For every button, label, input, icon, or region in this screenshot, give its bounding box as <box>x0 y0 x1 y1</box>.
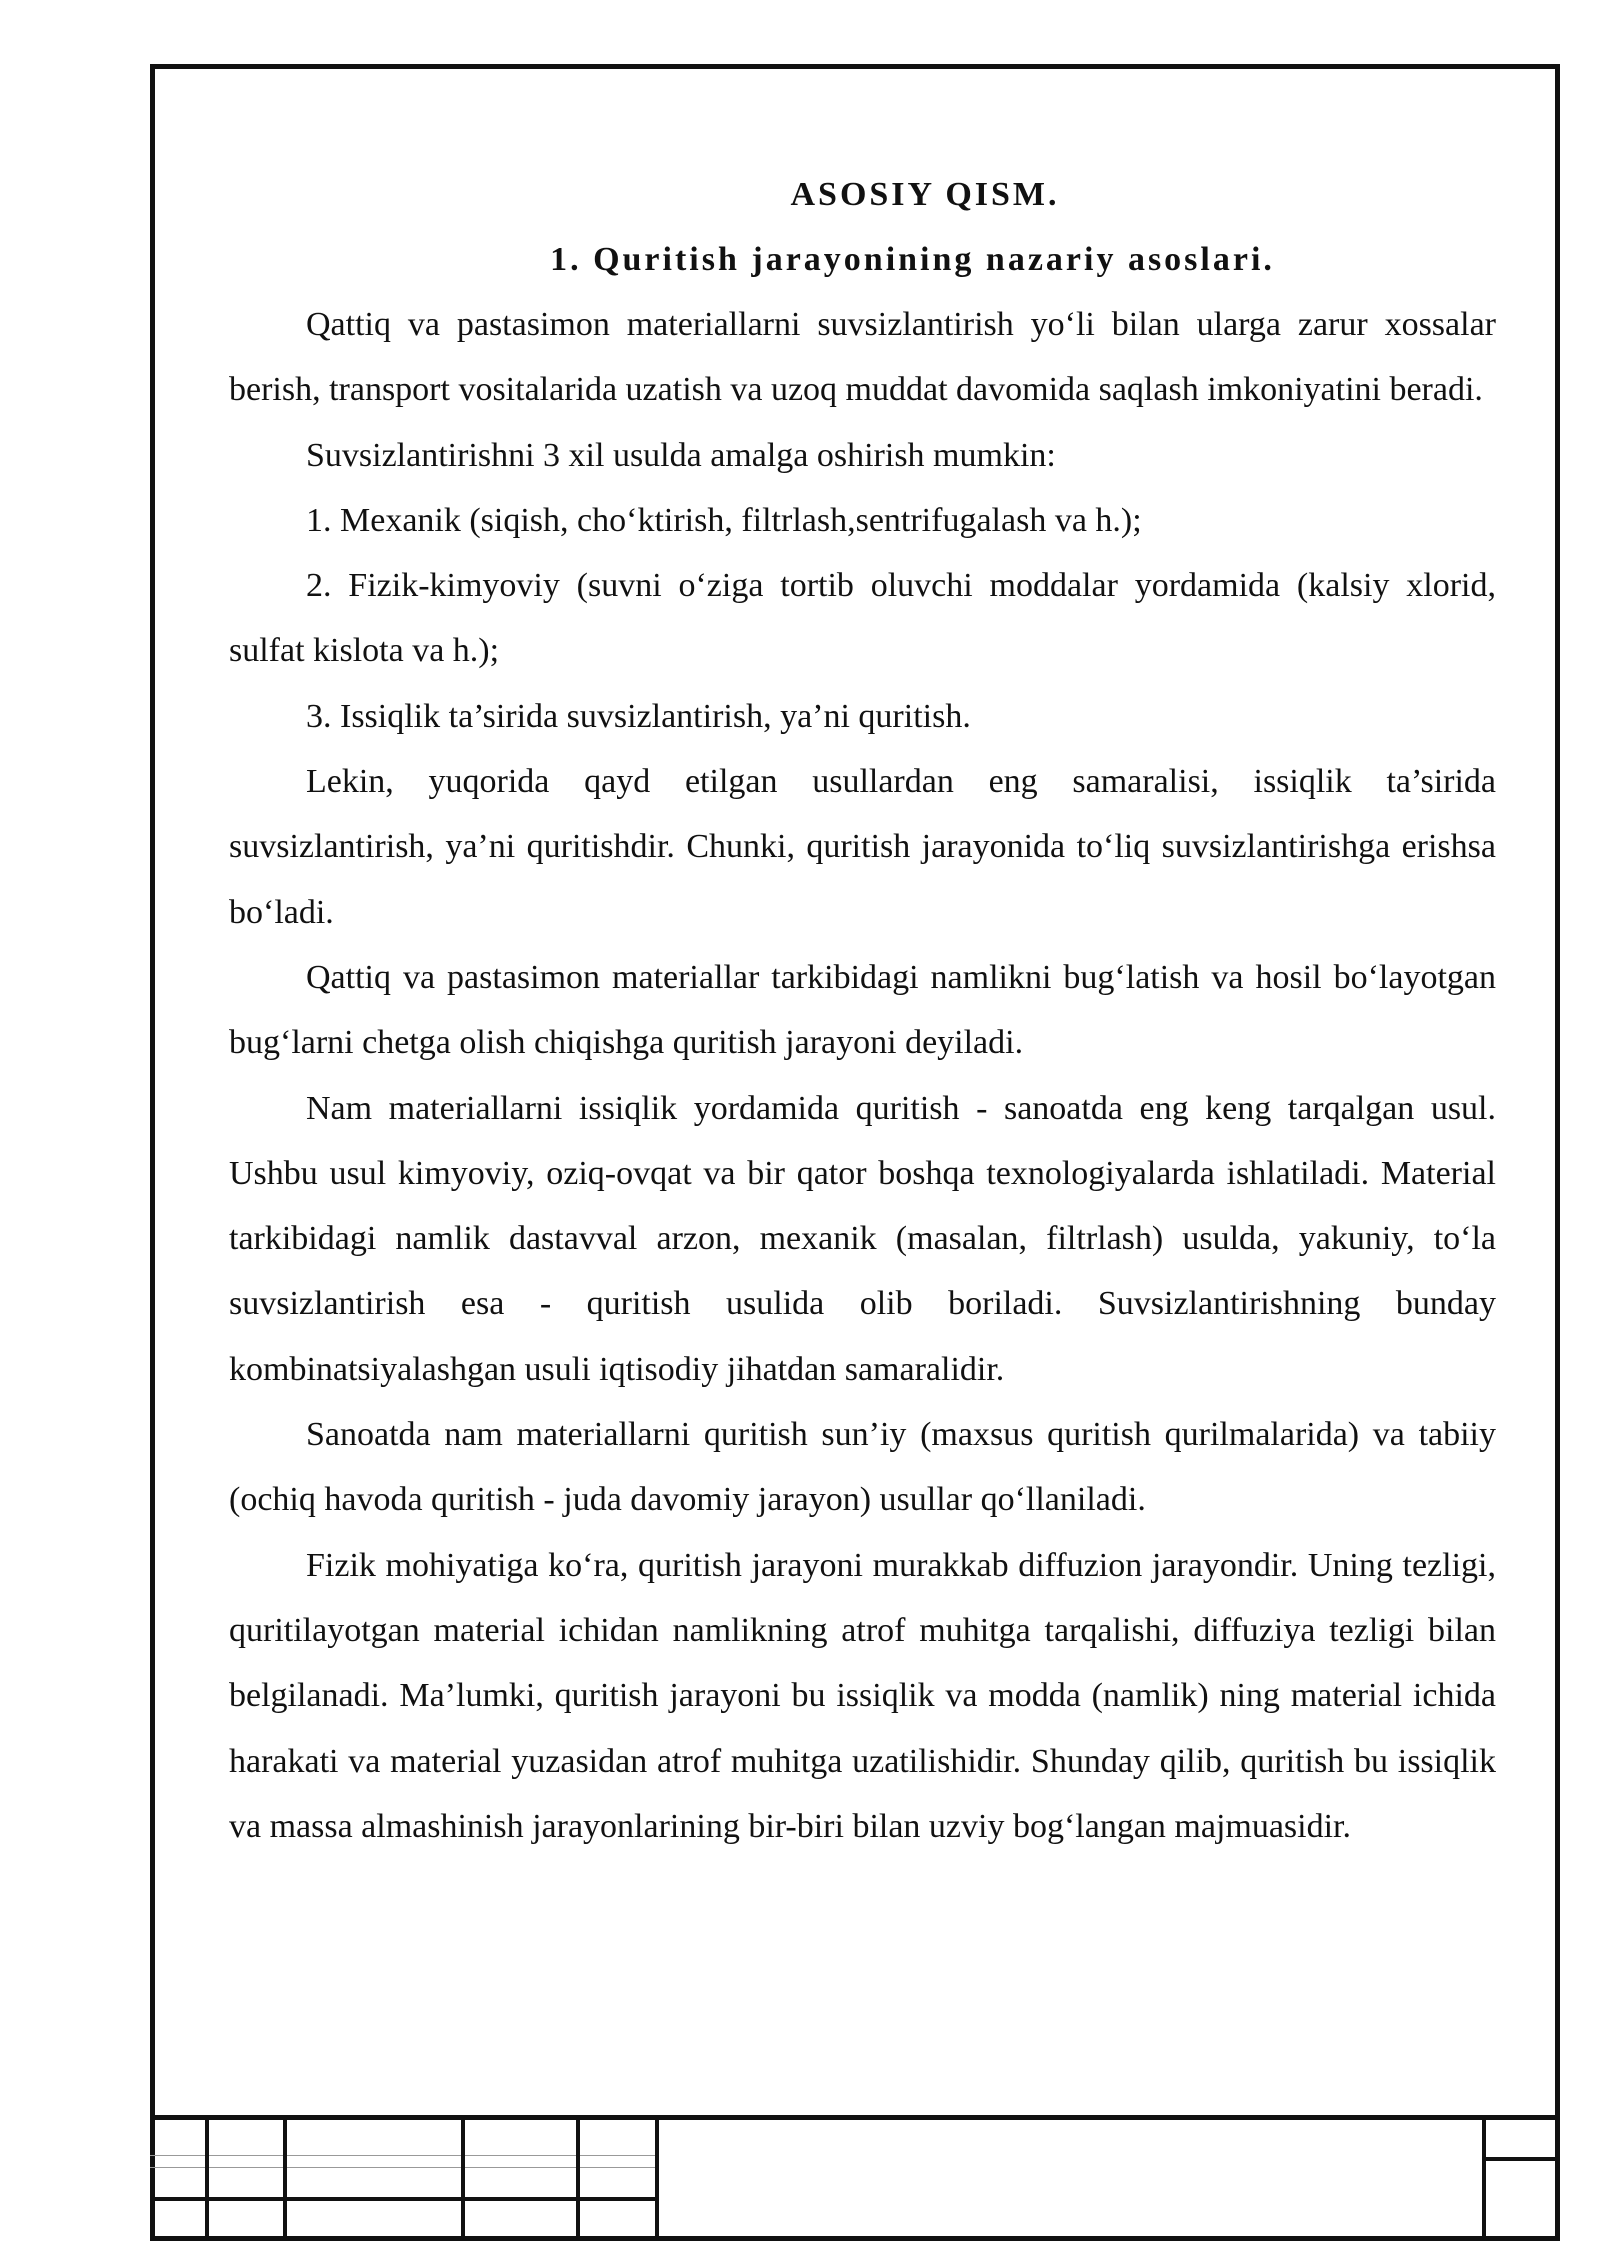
paragraph: Fizik mohiyatiga ko‘ra, quritish jarayoni murakkab diffuzion jarayondir. Uning tezligi, quritilayotgan material ichidan namlikning atrof muhitga tarqalishi, diffuziya tezligi bilan belgilanadi. Ma’lumki, quritish jarayoni bu issiqlik va modda (namlik) ning material ichida harakati va material yuzasidan atrof muhitga uzatilishidir. Shunday qilib, quritish bu issiqlik va massa almashinish jarayonlarining bir-biri bilan uzviy bog‘langan majmuasidir. <box>229 1546 1496 1845</box>
paragraph: Qattiq va pastasimon materiallar tarkibidagi namlikni bug‘latish va hosil bo‘layotgan bug‘larni chetga olish chiqishga quritish jarayoni deyiladi. <box>229 958 1496 1062</box>
stamp-top-line <box>150 2115 1560 2120</box>
list-item: 3. Issiqlik ta’sirida suvsizlantirish, ya’ni quritish. <box>306 697 971 735</box>
list-item: 1. Mexanik (siqish, cho‘ktirish, filtrlash,sentrifugalash va h.); <box>306 501 1142 539</box>
title-block-stamp <box>150 2115 1560 2241</box>
paragraph: Lekin, yuqorida qayd etilgan usullardan eng samaralisi, issiqlik ta’sirida suvsizlantirish, ya’ni quritishdir. Chunki, quritish jarayonida to‘liq suvsizlantirishga erishsa bo‘ladi. <box>229 763 1496 931</box>
document-body <box>229 162 1496 1859</box>
stamp-row-line <box>1482 2157 1560 2161</box>
paragraph: Sanoatda nam materiallarni quritish sun’iy (maxsus quritish qurilmalarida) va tabiiy (ochiq havoda quritish - juda davomiy jarayon) usullar qo‘llaniladi. <box>229 1416 1496 1519</box>
stamp-col-line <box>461 2115 465 2241</box>
stamp-col-line <box>205 2115 209 2241</box>
stamp-col-line <box>283 2115 287 2241</box>
section-heading: ASOSIY QISM. <box>790 176 1060 213</box>
stamp-col-line <box>1482 2115 1486 2241</box>
stamp-col-line <box>655 2115 659 2241</box>
paragraph: Suvsizlantirishni 3 xil usulda amalga oshirish mumkin: <box>306 436 1056 474</box>
subsection-heading: 1. Quritish jarayonining nazariy asoslari. <box>550 241 1275 278</box>
stamp-col-line <box>576 2115 580 2241</box>
paragraph: Qattiq va pastasimon materiallarni suvsizlantirish yo‘li bilan ularga zarur xossalar berish, transport vositalarida uzatish va uzoq muddat davomida saqlash imkoniyatini beradi. <box>229 306 1496 409</box>
list-item: 2. Fizik-kimyoviy (suvni o‘ziga tortib oluvchi moddalar yordamida (kalsiy xlorid, sulfat kislota va h.); <box>229 567 1496 670</box>
paragraph: Nam materiallarni issiqlik yordamida quritish - sanoatda eng keng tarqalgan usul. Ushbu usul kimyoviy, oziq-ovqat va bir qator boshqa texnologiyalarda ishlatiladi. Material tarkibidagi namlik dastavval arzon, mexanik (masalan, filtrlash) usulda, yakuniy, to‘la suvsizlantirish esa - quritish usulida olib boriladi. Suvsizlantirishning bunday kombinatsiyalashgan usuli iqtisodiy jihatdan samaralidir. <box>229 1089 1496 1388</box>
